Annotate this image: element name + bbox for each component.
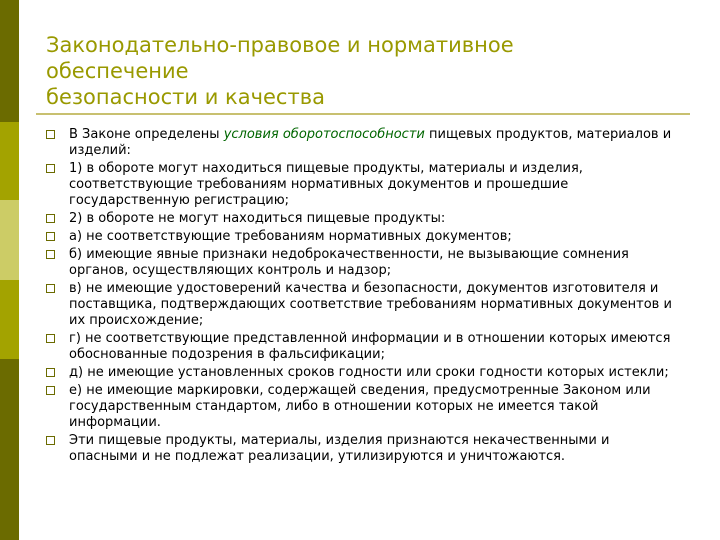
list-item <box>46 281 680 329</box>
list-item <box>46 247 680 279</box>
title-underline <box>36 113 690 115</box>
title-line-3: безопасности и качества <box>46 85 325 109</box>
list-item <box>46 383 680 431</box>
side-bar-segment <box>0 0 19 122</box>
hollow-square-icon <box>46 436 55 445</box>
title-line-2: обеспечение <box>46 59 189 83</box>
list-item-text: 1) в обороте могут находиться пищевые продукты, материалы и изделия, соответствующие требованиям нормативных документов и прошедшие государственную регистрацию; <box>69 161 583 208</box>
intro-text-before: В Законе определены <box>69 127 224 142</box>
hollow-square-icon <box>46 164 55 173</box>
slide-title <box>46 32 686 110</box>
hollow-square-icon <box>46 214 55 223</box>
bullet-list <box>46 127 680 467</box>
list-item-text: 2) в обороте не могут находиться пищевые продукты: <box>69 211 446 226</box>
side-bar-segment <box>0 200 19 280</box>
hollow-square-icon <box>46 284 55 293</box>
list-item <box>46 365 680 381</box>
intro-emphasis: условия оборотоспособности <box>223 127 425 142</box>
list-item-text: в) не имеющие удостоверений качества и безопасности, документов изготовителя и поставщика, подтверждающих соответствие требованиям нормативных документов и их происхождение; <box>69 281 672 328</box>
side-bar-segment <box>0 359 19 540</box>
list-item-text: Эти пищевые продукты, материалы, изделия признаются некачественными и опасными и не подлежат реализации, утилизируются и уничтожаются. <box>69 433 610 464</box>
list-item <box>46 229 680 245</box>
hollow-square-icon <box>46 368 55 377</box>
list-item-text: д) не имеющие установленных сроков годности или сроки годности которых истекли; <box>69 365 669 380</box>
hollow-square-icon <box>46 250 55 259</box>
list-item-text: г) не соответствующие представленной информации и в отношении которых имеются обоснованные подозрения в фальсификации; <box>69 331 671 362</box>
list-item-intro <box>46 127 680 159</box>
side-accent-bar <box>0 0 19 540</box>
hollow-square-icon <box>46 130 55 139</box>
list-item-text: а) не соответствующие требованиям нормативных документов; <box>69 229 512 244</box>
hollow-square-icon <box>46 232 55 241</box>
list-item-text: е) не имеющие маркировки, содержащей сведения, предусмотренные Законом или государственным стандартом, либо в отношении которых не имеется такой информации. <box>69 383 651 430</box>
hollow-square-icon <box>46 334 55 343</box>
list-item <box>46 331 680 363</box>
list-item <box>46 211 680 227</box>
hollow-square-icon <box>46 386 55 395</box>
intro-text-after: пищевых продуктов, материалов и изделий: <box>69 127 672 158</box>
side-bar-segment <box>0 122 19 200</box>
list-item <box>46 161 680 209</box>
side-bar-segment <box>0 280 19 359</box>
title-line-1: Законодательно-правовое и нормативное <box>46 33 514 57</box>
list-item-text: б) имеющие явные признаки недоброкачественности, не вызывающие сомнения органов, осуществляющих контроль и надзор; <box>69 247 629 278</box>
list-item <box>46 433 680 465</box>
